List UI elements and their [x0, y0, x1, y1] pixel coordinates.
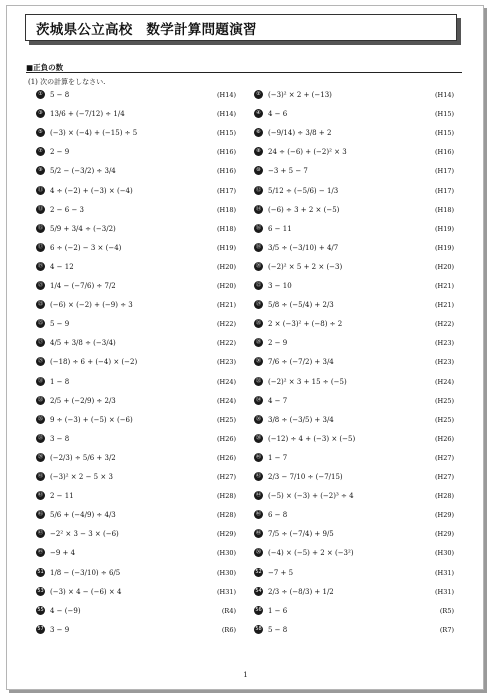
problem-expression: 3/5 ÷ (−3/10) + 4/7: [268, 243, 339, 252]
problem-row: [36, 526, 462, 542]
problem-row: [36, 412, 462, 428]
problem-item: [254, 507, 454, 523]
problem-expression: 2 × (−3)² + (−8) ÷ 2: [268, 320, 343, 329]
problem-number-badge: ㉝: [37, 396, 43, 403]
problem-expression: 4 − 6: [268, 110, 288, 119]
problem-expression: −7 + 5: [268, 568, 294, 577]
problem-item: [36, 144, 236, 160]
problem-number-badge: ⑰: [37, 243, 43, 250]
problem-year-tag: (H25): [216, 415, 236, 424]
problem-year-tag: (H19): [216, 243, 236, 252]
problem-item: [36, 183, 236, 199]
problem-row: [36, 106, 462, 122]
problem-item: [36, 584, 236, 600]
problem-year-tag: (H16): [434, 148, 454, 157]
section-heading: ■正負の数: [26, 63, 64, 72]
problem-expression: 2 − 11: [50, 492, 74, 501]
problem-number-badge: ㉜: [255, 377, 261, 384]
problem-year-tag: (H23): [434, 339, 454, 348]
problem-item: [254, 412, 454, 428]
problem-year-tag: (H23): [216, 358, 236, 367]
problem-year-tag: (H26): [216, 453, 236, 462]
problem-year-tag: (H22): [216, 320, 236, 329]
problem-year-tag: (H15): [216, 129, 236, 138]
problem-expression: 4 − 12: [50, 262, 74, 271]
problem-expression: 5 − 8: [50, 91, 70, 99]
problem-number-badge: ⑦: [36, 147, 45, 156]
problem-row: [36, 125, 462, 141]
problem-year-tag: (H24): [434, 377, 454, 386]
problem-row: [36, 545, 462, 561]
problem-expression: −9 + 4: [50, 549, 76, 558]
problem-number-badge: ㉙: [37, 358, 43, 365]
problem-year-tag: (H22): [434, 320, 454, 329]
problem-expression: 4/5 + 3/8 ÷ (−3/4): [50, 339, 116, 348]
problem-number-badge: ㊵: [255, 453, 261, 460]
problem-number-badge: ⑨: [36, 166, 45, 175]
problem-number-badge: ⑮: [37, 224, 43, 231]
problem-number-badge: 55: [37, 606, 44, 613]
problem-expression: 6 ÷ (−2) − 3 × (−4): [50, 243, 122, 252]
problem-number-badge: ㊸: [37, 492, 43, 499]
problem-year-tag: (H27): [434, 473, 454, 481]
problem-expression: (−4) × (−5) + 2 × (−3²): [268, 549, 354, 558]
problem-number-badge: 58: [255, 625, 262, 632]
problem-number-badge: ㉑: [37, 282, 43, 288]
problem-number-badge: ㉔: [255, 301, 261, 308]
problem-item: [254, 106, 454, 122]
problem-year-tag: (H27): [434, 453, 454, 462]
problem-number-badge: ㊻: [255, 511, 261, 518]
problem-number-badge: ㊹: [255, 492, 261, 499]
problem-item: [36, 622, 236, 638]
problem-number-badge: ⑳: [255, 262, 261, 269]
problem-year-tag: (H30): [216, 568, 236, 577]
problem-expression: 3 − 10: [268, 282, 292, 290]
problem-year-tag: (H17): [434, 167, 454, 176]
problem-year-tag: (H18): [434, 205, 454, 214]
problem-number-badge: ㊽: [255, 530, 261, 537]
problem-year-tag: (H20): [434, 262, 454, 271]
problem-year-tag: (H28): [216, 492, 236, 501]
problem-row: [36, 316, 462, 332]
problem-item: [254, 374, 454, 390]
problem-item: [254, 488, 454, 504]
problem-item: [254, 545, 454, 561]
problem-item: [254, 202, 454, 218]
problem-row: [36, 393, 462, 409]
problem-year-tag: (R5): [439, 606, 454, 615]
problem-row: [36, 183, 462, 199]
problem-expression: 5/9 + 3/4 ÷ (−3/2): [50, 224, 116, 233]
problem-item: [36, 221, 236, 237]
problem-year-tag: (H31): [434, 568, 454, 577]
problem-number-badge: ③: [36, 109, 45, 118]
problem-number-badge: ⑬: [37, 205, 43, 212]
problem-year-tag: (H20): [216, 262, 236, 271]
problem-expression: 2/3 ÷ (−8/3) + 1/2: [268, 587, 334, 596]
problem-expression: 2 − 9: [50, 148, 70, 157]
problem-number-badge: 52: [255, 568, 262, 575]
problem-row: [36, 240, 462, 256]
problem-expression: 6 − 8: [268, 511, 288, 520]
problem-year-tag: (H16): [216, 148, 236, 157]
problem-year-tag: (H31): [216, 587, 236, 596]
problem-row: [36, 335, 462, 351]
problem-year-tag: (H17): [216, 186, 236, 195]
problem-expression: 1/4 − (−7/6) ÷ 7/2: [50, 282, 116, 290]
problem-year-tag: (R4): [221, 606, 236, 615]
problem-number-badge: ①: [36, 90, 45, 99]
problem-expression: 1 − 7: [268, 453, 288, 462]
problem-item: [36, 603, 236, 619]
problem-row: [36, 297, 462, 313]
problem-row: [36, 450, 462, 466]
problem-year-tag: (H29): [434, 511, 454, 520]
problem-year-tag: (H26): [216, 434, 236, 443]
problem-expression: 7/6 ÷ (−7/2) + 3/4: [268, 358, 334, 367]
problem-item: [254, 297, 454, 313]
problem-number-badge: ④: [254, 109, 263, 118]
problem-row: [36, 374, 462, 390]
problem-year-tag: (H18): [216, 205, 236, 214]
problem-expression: 5/6 + (−4/9) ÷ 4/3: [50, 511, 116, 520]
problem-item: [36, 240, 236, 256]
problem-item: [36, 393, 236, 409]
problem-item: [36, 565, 236, 581]
problem-number-badge: ⑯: [255, 224, 261, 231]
problem-expression: (−2/3) ÷ 5/6 + 3/2: [50, 453, 116, 462]
problem-item: [254, 316, 454, 332]
problem-expression: (−9/14) ÷ 3/8 + 2: [268, 129, 332, 138]
problem-expression: 1/8 − (−3/10) ÷ 6/5: [50, 568, 121, 577]
problem-row: [36, 431, 462, 447]
problem-number-badge: 57: [37, 625, 44, 632]
problem-item: [254, 144, 454, 160]
problem-expression: 6 − 11: [268, 224, 292, 233]
problem-expression: −3 + 5 − 7: [268, 167, 308, 176]
problem-number-badge: 51: [37, 568, 44, 575]
problem-year-tag: (H18): [216, 224, 236, 233]
problem-year-tag: (H19): [434, 224, 454, 233]
problem-expression: 2/3 − 7/10 ÷ (−7/15): [268, 473, 343, 481]
problem-row: [36, 469, 462, 485]
problem-expression: 5/12 ÷ (−5/6) − 1/3: [268, 186, 339, 195]
problem-expression: 4 ÷ (−2) + (−3) × (−4): [50, 186, 133, 195]
problem-number-badge: ②: [254, 90, 263, 99]
problem-number-badge: ㉒: [255, 282, 261, 288]
problem-number-badge: ㊾: [37, 549, 43, 556]
problem-row: [36, 507, 462, 523]
problem-expression: 1 − 8: [50, 377, 70, 386]
problem-year-tag: (H28): [216, 511, 236, 520]
problem-item: [36, 374, 236, 390]
page-title: 茨城県公立高校 数学計算問題演習: [36, 22, 257, 38]
problem-item: [254, 354, 454, 370]
problem-row: [36, 144, 462, 160]
problem-year-tag: (H20): [216, 282, 236, 290]
problem-expression: 5/8 ÷ (−5/4) + 2/3: [268, 301, 334, 310]
problem-number-badge: ⑪: [37, 186, 43, 193]
problem-item: [36, 450, 236, 466]
problem-year-tag: (H14): [216, 91, 236, 99]
problem-item: [254, 393, 454, 409]
problem-expression: (−5) × (−3) + (−2)³ ÷ 4: [268, 492, 354, 501]
problem-item: [254, 259, 454, 275]
problem-expression: 1 − 6: [268, 606, 288, 615]
problem-item: [36, 431, 236, 447]
problem-item: [36, 545, 236, 561]
problem-expression: (−2)² × 3 + 15 ÷ (−5): [268, 377, 347, 386]
problem-expression: 24 ÷ (−6) + (−2)² × 3: [268, 148, 347, 157]
problem-number-badge: ⑫: [255, 186, 261, 193]
problem-number-badge: ㊺: [37, 511, 43, 518]
problem-row: [36, 622, 462, 638]
problem-year-tag: (H15): [434, 110, 454, 119]
problem-number-badge: ⑱: [255, 243, 261, 250]
title-box: [25, 14, 457, 41]
problem-row: [36, 565, 462, 581]
problem-item: [254, 240, 454, 256]
problem-item: [36, 87, 236, 103]
problem-number-badge: ㉘: [255, 339, 261, 346]
problem-year-tag: (H21): [434, 301, 454, 310]
problem-expression: 5 − 8: [268, 625, 288, 634]
problem-expression: (−6) ÷ 3 + 2 × (−5): [268, 205, 340, 214]
page-number: 1: [243, 671, 248, 679]
problem-item: [36, 335, 236, 351]
problem-item: [36, 354, 236, 370]
problem-year-tag: (H22): [216, 339, 236, 348]
problem-expression: 2/5 + (−2/9) ÷ 2/3: [50, 396, 116, 405]
problem-expression: 2 − 6 − 3: [50, 205, 84, 214]
problem-year-tag: (H26): [434, 434, 454, 443]
problem-year-tag: (H30): [434, 549, 454, 558]
problem-number-badge: ㉟: [37, 415, 43, 422]
problem-year-tag: (H30): [216, 549, 236, 558]
problem-year-tag: (H31): [434, 587, 454, 596]
problem-year-tag: (H25): [434, 396, 454, 405]
problem-expression: (−6) × (−2) + (−9) ÷ 3: [50, 301, 133, 310]
problem-item: [36, 507, 236, 523]
problem-item: [254, 183, 454, 199]
problem-item: [36, 316, 236, 332]
problem-expression: 2 − 9: [268, 339, 288, 348]
problem-year-tag: (H19): [434, 243, 454, 252]
problem-row: [36, 603, 462, 619]
problem-number-badge: 53: [37, 587, 44, 594]
instruction: (1) 次の計算をしなさい.: [28, 78, 106, 86]
problem-expression: 13/6 + (−7/12) ÷ 1/4: [50, 110, 125, 119]
problem-year-tag: (H28): [434, 492, 454, 501]
problem-year-tag: (R6): [221, 625, 236, 634]
problem-number-badge: ㊼: [37, 530, 43, 537]
problem-number-badge: ⑭: [255, 205, 261, 212]
problem-item: [36, 163, 236, 179]
problem-year-tag: (H24): [216, 396, 236, 405]
problem-number-badge: ㉗: [37, 339, 43, 346]
problem-year-tag: (H23): [434, 358, 454, 367]
problem-number-badge: ⑥: [254, 128, 263, 137]
problem-item: [36, 526, 236, 542]
problem-expression: (−3) × (−4) + (−15) ÷ 5: [50, 129, 138, 138]
problem-item: [254, 125, 454, 141]
problem-item: [254, 431, 454, 447]
problem-number-badge: ㉕: [37, 320, 43, 327]
problem-item: [254, 450, 454, 466]
section-divider: [26, 72, 462, 73]
problem-row: [36, 584, 462, 600]
problem-number-badge: ㊴: [37, 453, 43, 460]
problem-row: [36, 163, 462, 179]
problem-year-tag: (H14): [216, 110, 236, 119]
problem-item: [36, 469, 236, 485]
problem-expression: 4 − 7: [268, 396, 288, 405]
problem-item: [36, 106, 236, 122]
problem-number-badge: ⑲: [37, 262, 43, 269]
problem-expression: 5 − 9: [50, 320, 70, 329]
problem-expression: (−18) ÷ 6 + (−4) × (−2): [50, 358, 138, 367]
problem-year-tag: (H14): [434, 91, 454, 99]
problem-row: [36, 202, 462, 218]
problem-number-badge: 54: [255, 587, 262, 594]
problem-year-tag: (H15): [434, 129, 454, 138]
problem-year-tag: (H25): [434, 415, 454, 424]
problem-row: [36, 278, 462, 294]
problem-item: [254, 221, 454, 237]
problem-expression: 3 − 9: [50, 625, 70, 634]
problem-item: [254, 584, 454, 600]
problem-row: [36, 488, 462, 504]
problem-item: [254, 278, 454, 294]
problem-expression: 4 − (−9): [50, 606, 81, 615]
problem-number-badge: ⑧: [254, 147, 263, 156]
problem-expression: 3 − 8: [50, 434, 70, 443]
problem-item: [254, 565, 454, 581]
problem-number-badge: ㊷: [255, 473, 261, 479]
problem-row: [36, 259, 462, 275]
problem-row: [36, 87, 462, 103]
problem-year-tag: (H21): [216, 301, 236, 310]
problem-item: [36, 488, 236, 504]
problem-number-badge: ⑩: [254, 166, 263, 175]
problem-expression: (−2)² × 5 + 2 × (−3): [268, 262, 343, 271]
problem-item: [36, 202, 236, 218]
problem-item: [36, 259, 236, 275]
problem-item: [254, 526, 454, 542]
problem-number-badge: ㊱: [255, 415, 261, 422]
problem-number-badge: ㉓: [37, 301, 43, 308]
problem-expression: −2² × 3 − 3 × (−6): [50, 530, 119, 539]
problem-year-tag: (H29): [434, 530, 454, 539]
problem-item: [254, 163, 454, 179]
problem-year-tag: (H17): [434, 186, 454, 195]
problem-number-badge: ㉞: [255, 396, 261, 403]
problem-expression: 5/2 − (−3/2) ÷ 3/4: [50, 167, 116, 176]
problem-year-tag: (H21): [434, 282, 454, 290]
problem-number-badge: ㉛: [37, 377, 43, 384]
problem-expression: (−3)² × 2 − 5 × 3: [50, 473, 113, 481]
problem-expression: 3/8 ÷ (−3/5) + 3/4: [268, 415, 334, 424]
problem-expression: (−3) × 4 − (−6) × 4: [50, 587, 122, 596]
problem-item: [254, 603, 454, 619]
problem-number-badge: 56: [255, 606, 262, 613]
problem-number-badge: ㊶: [37, 473, 43, 479]
problem-number-badge: ⑤: [36, 128, 45, 137]
problem-expression: (−12) ÷ 4 + (−3) × (−5): [268, 434, 356, 443]
problem-expression: (−3)² × 2 + (−13): [268, 91, 332, 99]
problem-year-tag: (R7): [439, 625, 454, 634]
problem-number-badge: ㊿: [255, 549, 261, 556]
problem-item: [254, 622, 454, 638]
problem-year-tag: (H16): [216, 167, 236, 176]
problem-number-badge: ㉖: [255, 320, 261, 327]
problem-row: [36, 221, 462, 237]
problem-number-badge: ㊳: [255, 434, 261, 441]
problem-year-tag: (H27): [216, 473, 236, 481]
problem-item: [254, 335, 454, 351]
problem-expression: 7/5 ÷ (−7/4) + 9/5: [268, 530, 334, 539]
problem-item: [36, 278, 236, 294]
problem-number-badge: ㊲: [37, 434, 43, 441]
problem-number-badge: ㉚: [255, 358, 261, 365]
problem-item: [36, 412, 236, 428]
problem-row: [36, 354, 462, 370]
problem-year-tag: (H29): [216, 530, 236, 539]
problem-item: [254, 87, 454, 103]
problem-item: [36, 125, 236, 141]
problem-expression: 9 ÷ (−3) + (−5) × (−6): [50, 415, 133, 424]
problem-year-tag: (H24): [216, 377, 236, 386]
problem-item: [254, 469, 454, 485]
problem-item: [36, 297, 236, 313]
